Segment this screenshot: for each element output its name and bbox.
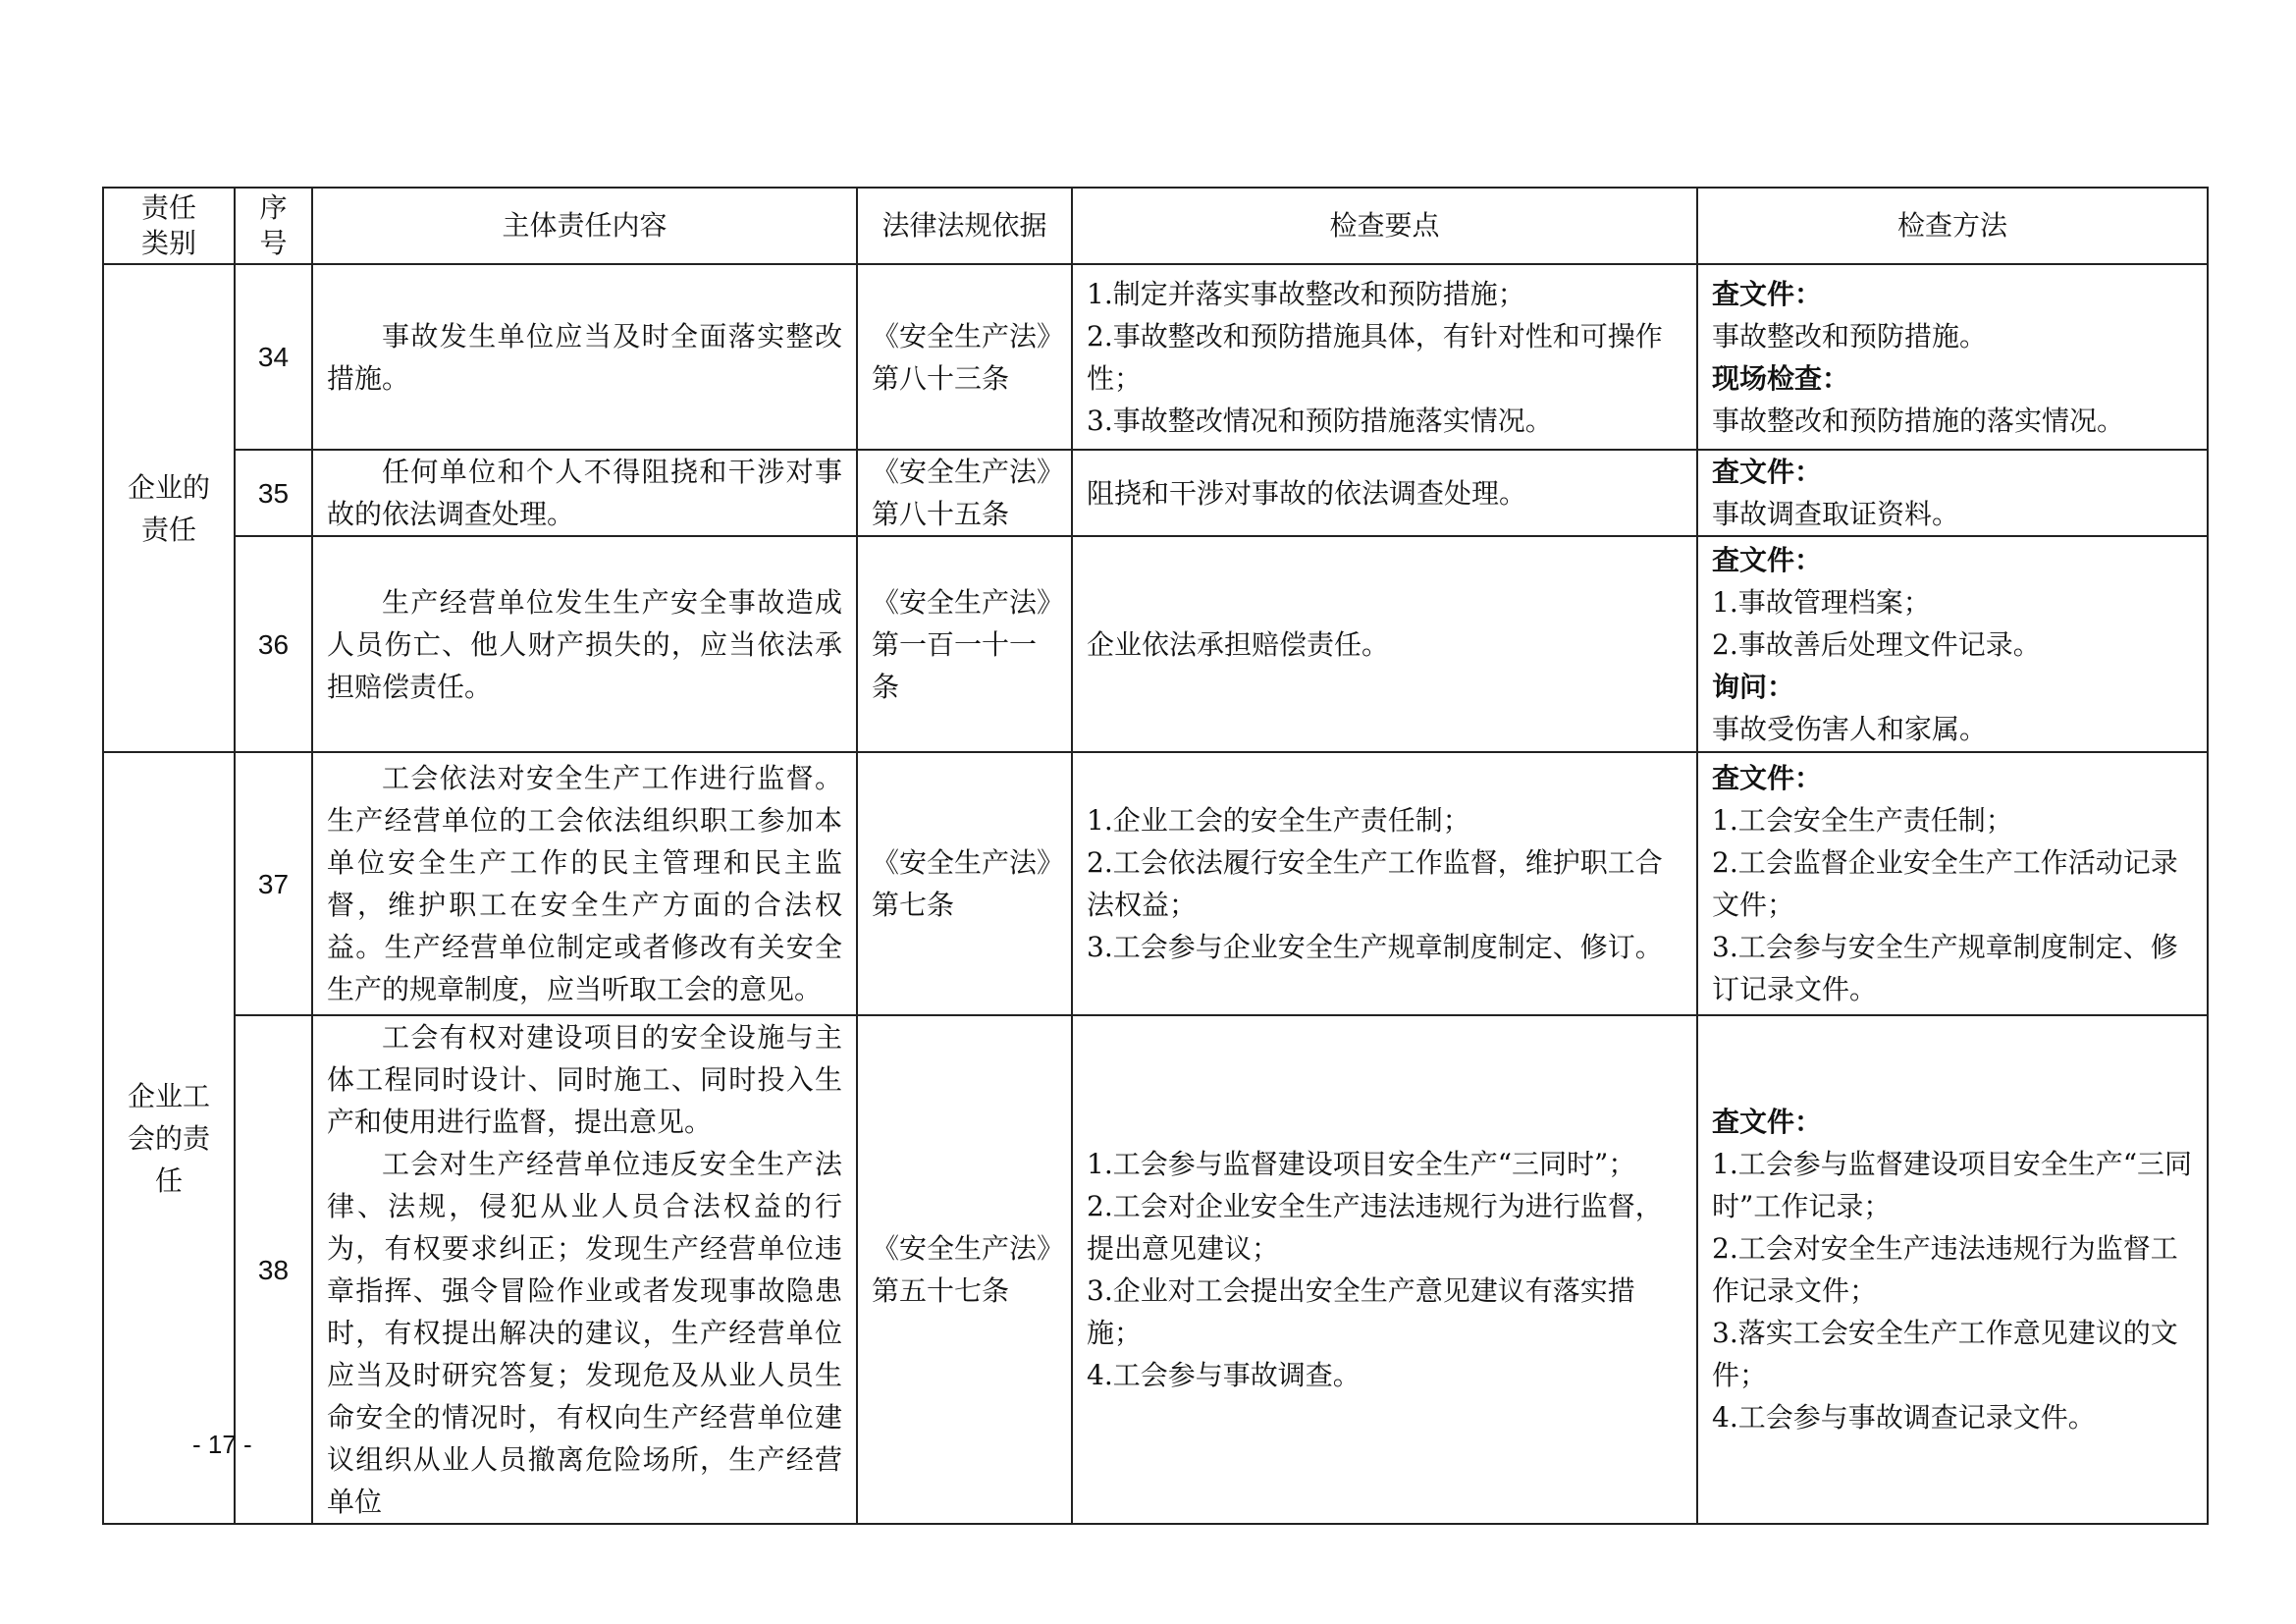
- law-line: 第七条: [872, 889, 955, 921]
- category-line: 企业工: [127, 1079, 210, 1112]
- content-paragraph: 工会对生产经营单位违反安全生产法律、法规，侵犯从业人员合法权益的行为，有权要求纠正；发现生产经营单位违章指挥、强令冒险作业或者发现事故隐患时，有权提出解决的建议，生产经营单位应当及时研究答复；发现危及从业人员生命安全的情况时，有权向生产经营单位建议组织从业人员撤离危险场所，生产经营单位: [327, 1148, 842, 1518]
- method-item: 1.工会参与监督建设项目安全生产“三同时”工作记录；: [1712, 1148, 2193, 1222]
- table-row: [103, 752, 2208, 1015]
- inspection-points: [1072, 1015, 1697, 1524]
- method-label: 查文件：: [1712, 277, 1823, 310]
- inspection-point: 2.工会依法履行安全生产工作监督，维护职工合法权益；: [1087, 846, 1663, 921]
- seq-number: 36: [235, 536, 312, 752]
- method-item: 3.工会参与安全生产规章制度制定、修订记录文件。: [1712, 931, 2178, 1005]
- law-line: 第八十五条: [872, 498, 1010, 530]
- law-line: 第一百一十一条: [872, 627, 1038, 703]
- responsibility-content: [312, 264, 857, 450]
- inspection-points: [1072, 264, 1697, 450]
- seq-number: 38: [235, 1015, 312, 1524]
- inspection-methods: [1697, 752, 2208, 1015]
- method-item: 3.落实工会安全生产工作意见建议的文件；: [1712, 1317, 2178, 1391]
- header-law: 法律法规依据: [857, 188, 1072, 264]
- inspection-methods: [1697, 264, 2208, 450]
- seq-number: 35: [235, 450, 312, 536]
- method-item: 事故受伤害人和家属。: [1712, 712, 1988, 745]
- inspection-point: 3.企业对工会提出安全生产意见建议有落实措施；: [1087, 1274, 1635, 1349]
- law-line: 第五十七条: [872, 1274, 1010, 1307]
- method-label: 现场检查：: [1712, 361, 1850, 395]
- seq-number: 34: [235, 264, 312, 450]
- responsibility-content: [312, 450, 857, 536]
- inspection-point: 1.企业工会的安全生产责任制；: [1087, 804, 1470, 837]
- inspection-methods: [1697, 1015, 2208, 1524]
- category-line: 会的责: [127, 1121, 210, 1155]
- content-paragraph: 工会有权对建设项目的安全设施与主体工程同时设计、同时施工、同时投入生产和使用进行监督，提出意见。: [327, 1021, 842, 1138]
- law-line: 《安全生产法》: [872, 585, 1065, 619]
- inspection-points: [1072, 752, 1697, 1015]
- method-item: 事故整改和预防措施。: [1712, 319, 1988, 352]
- inspection-point: 3.工会参与企业安全生产规章制度制定、修订。: [1087, 931, 1663, 963]
- method-label: 询问：: [1712, 670, 1795, 703]
- category-line: 企业的: [127, 470, 210, 504]
- method-item: 1.事故管理档案；: [1712, 585, 1931, 619]
- law-line: 《安全生产法》: [872, 319, 1065, 352]
- inspection-point: 2.事故整改和预防措施具体，有针对性和可操作性；: [1087, 319, 1663, 395]
- law-basis: [857, 536, 1072, 752]
- table-header-row: [103, 188, 2208, 264]
- page-number: - 17 -: [192, 1430, 252, 1459]
- content-paragraph: 生产经营单位发生生产安全事故造成人员伤亡、他人财产损失的，应当依法承担赔偿责任。: [327, 585, 842, 703]
- category-line: 责任: [140, 513, 196, 546]
- inspection-point: 4.工会参与事故调查。: [1087, 1359, 1361, 1391]
- table-row: [103, 536, 2208, 752]
- method-label: 查文件：: [1712, 543, 1823, 576]
- method-item: 2.工会监督企业安全生产工作活动记录文件；: [1712, 846, 2178, 921]
- seq-number: 37: [235, 752, 312, 1015]
- law-basis: [857, 450, 1072, 536]
- table-row: [103, 450, 2208, 536]
- method-item: 4.工会参与事故调查记录文件。: [1712, 1401, 2096, 1434]
- inspection-points: [1072, 536, 1697, 752]
- table-row: [103, 1015, 2208, 1524]
- inspection-points: [1072, 450, 1697, 536]
- law-basis: [857, 752, 1072, 1015]
- header-seq: 序 号: [235, 188, 312, 264]
- law-line: 《安全生产法》: [872, 456, 1065, 488]
- category-cell: [103, 752, 235, 1524]
- inspection-point: 企业依法承担赔偿责任。: [1087, 627, 1390, 661]
- category-cell: [103, 264, 235, 752]
- responsibility-table: [102, 187, 2209, 1525]
- responsibility-content: [312, 1015, 857, 1524]
- header-method: 检查方法: [1697, 188, 2208, 264]
- law-basis: [857, 264, 1072, 450]
- header-points: 检查要点: [1072, 188, 1697, 264]
- inspection-point: 1.工会参与监督建设项目安全生产“三同时”；: [1087, 1148, 1636, 1180]
- table-row: [103, 264, 2208, 450]
- law-basis: [857, 1015, 1072, 1524]
- content-paragraph: 工会依法对安全生产工作进行监督。生产经营单位的工会依法组织职工参加本单位安全生产工作的民主管理和民主监督，维护职工在安全生产方面的合法权益。生产经营单位制定或者修改有关安全生产的规章制度，应当听取工会的意见。: [327, 762, 842, 1005]
- method-item: 1.工会安全生产责任制；: [1712, 804, 2013, 837]
- table-body: [103, 264, 2208, 1524]
- law-line: 第八十三条: [872, 361, 1010, 395]
- method-item: 事故调查取证资料。: [1712, 498, 1960, 530]
- header-content: 主体责任内容: [312, 188, 857, 264]
- inspection-point: 1.制定并落实事故整改和预防措施；: [1087, 277, 1525, 310]
- method-item: 事故整改和预防措施的落实情况。: [1712, 404, 2125, 437]
- law-line: 《安全生产法》: [872, 1232, 1065, 1265]
- inspection-point: 阻挠和干涉对事故的依法调查处理。: [1087, 476, 1527, 510]
- responsibility-content: [312, 752, 857, 1015]
- category-line: 任: [154, 1164, 183, 1197]
- responsibility-content: [312, 536, 857, 752]
- inspection-methods: [1697, 450, 2208, 536]
- method-label: 查文件：: [1712, 1106, 1823, 1138]
- method-item: 2.事故善后处理文件记录。: [1712, 627, 2041, 661]
- header-category: 责任 类别: [103, 188, 235, 264]
- law-line: 《安全生产法》: [872, 846, 1065, 879]
- inspection-methods: [1697, 536, 2208, 752]
- content-paragraph: 事故发生单位应当及时全面落实整改措施。: [327, 319, 842, 395]
- method-label: 查文件：: [1712, 456, 1823, 488]
- method-label: 查文件：: [1712, 762, 1823, 794]
- method-item: 2.工会对安全生产违法违规行为监督工作记录文件；: [1712, 1232, 2178, 1307]
- inspection-point: 2.工会对企业安全生产违法违规行为进行监督，提出意见建议；: [1087, 1190, 1663, 1265]
- inspection-point: 3.事故整改情况和预防措施落实情况。: [1087, 404, 1553, 437]
- content-paragraph: 任何单位和个人不得阻挠和干涉对事故的依法调查处理。: [327, 456, 842, 530]
